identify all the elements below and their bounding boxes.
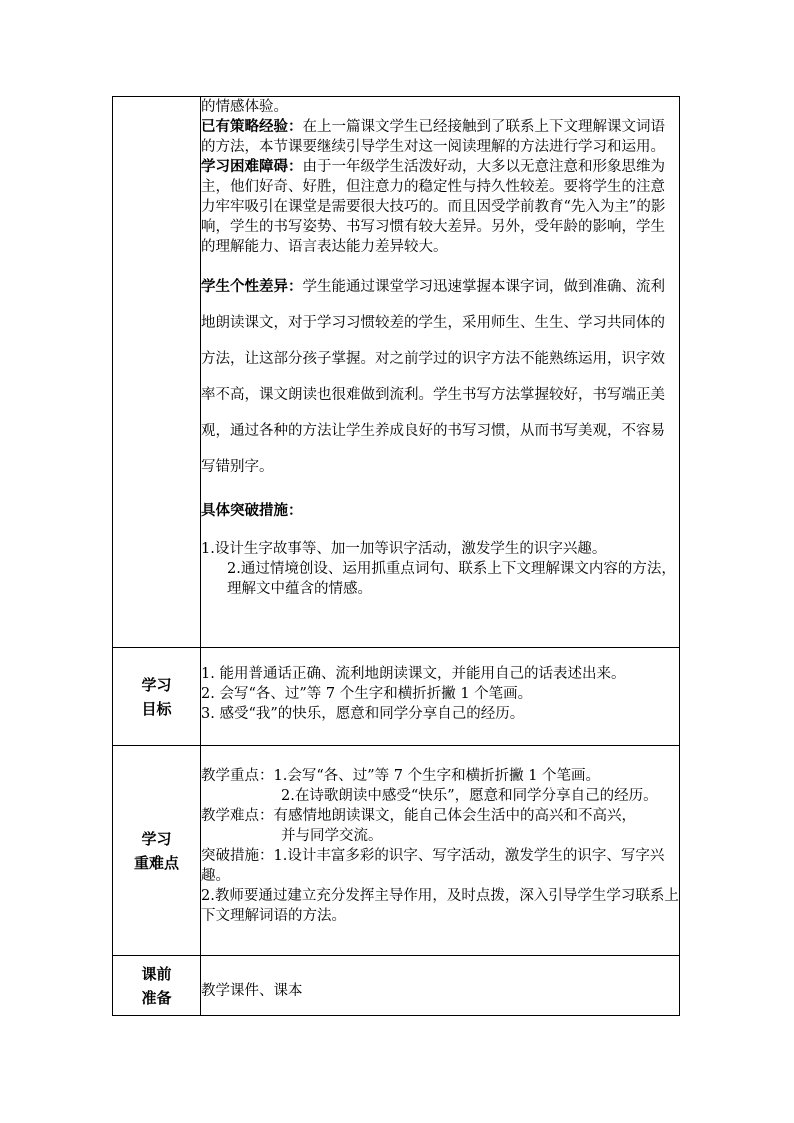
- goal-item-2: 2. 会写“各、过”等 7 个生字和横折折撇 1 个笔画。: [201, 686, 533, 702]
- difficulty-1: 有感情地朗读课文，能自己体会生活中的高兴和不高兴，: [273, 808, 636, 824]
- key-point-1: 1.会写“各、过”等 7 个生字和横折折撇 1 个笔画。: [273, 768, 601, 784]
- breakthrough-1: 1.设计丰富多彩的识字、写字活动，激发学生的识字、写字兴趣。: [201, 848, 665, 884]
- breakthrough-2: 2.教师要通过建立充分发挥主导作用，及时点拨，深入引导学生学习联系上下文理解词语的方法。: [201, 888, 679, 924]
- difficulty-2: 并与同学交流。: [281, 828, 383, 844]
- keypoints-label-cell: [113, 746, 201, 956]
- obstacle-text: 由于一年级学生活泼好动，大多以无意注意和形象思维为主，他们好奇、好胜，但注意力的稳定性与持久性较差。要将学生的注意力牢牢吸引在课堂是需要很大技巧的。而且因受学前教育“先入为主”的影响，学生的书写姿势、书写习惯有较大差异。另外，受年龄的影响，学生的理解能力、语言表达能力差异较大。: [201, 159, 666, 255]
- preparation-label-line1: 课前: [141, 964, 172, 983]
- keypoints-label-line2: 重难点: [133, 853, 179, 872]
- preparation-label-line2: 准备: [141, 988, 172, 1007]
- learner-analysis-cell: [201, 97, 680, 648]
- goal-item-3: 3. 感受“我”的快乐，愿意和同学分享自己的经历。: [201, 706, 525, 722]
- preparation-content-cell: [201, 956, 680, 1016]
- key-label: 教学重点：: [201, 768, 274, 784]
- keypoints-label-line1: 学习: [141, 829, 172, 848]
- row-learner-analysis: [113, 97, 680, 648]
- goals-label-cell: [113, 648, 201, 746]
- obstacle-paragraph: [201, 157, 679, 257]
- preparation-label-cell: [113, 956, 201, 1016]
- row-preparation: [113, 956, 680, 1016]
- obstacle-label: 学习困难障碍：: [201, 158, 303, 175]
- label-cell-empty: [113, 97, 201, 648]
- difference-label: 学生个性差异：: [201, 278, 303, 295]
- difference-paragraph: [201, 269, 679, 485]
- row-key-difficult-points: [113, 746, 680, 956]
- row-learning-goals: [113, 648, 680, 746]
- key-point-2: 2.在诗歌朗读中感受“快乐”，愿意和同学分享自己的经历。: [281, 788, 658, 804]
- preparation-content: 教学课件、课本: [201, 982, 303, 999]
- measure-2: 2.通过情境创设、运用抓重点词句、联系上下文理解课文内容的方法，理解文中蕴含的情感。: [227, 561, 676, 597]
- keypoints-content-cell: [201, 746, 680, 956]
- goals-content-cell: [201, 648, 680, 746]
- breakthrough-line-1: [201, 846, 679, 886]
- strategy-text: 在上一篇课文学生已经接触到了联系上下文理解课文词语的方法，本节课要继续引导学生对这一阅读理解的方法进行学习和运用。: [201, 119, 665, 155]
- emotion-line: 的情感体验。: [201, 99, 288, 115]
- key-point-line-1: [201, 766, 679, 786]
- breakthrough-label: 突破措施：: [201, 848, 274, 864]
- lesson-plan-table: [112, 96, 680, 1016]
- difficulty-label: 教学难点：: [201, 808, 274, 824]
- measure-1: 1.设计生字故事等、加一加等识字活动，激发学生的识字兴趣。: [201, 541, 607, 557]
- strategy-paragraph: [201, 117, 679, 157]
- difficulty-line-1: [201, 806, 679, 826]
- goals-label-line2: 目标: [141, 699, 172, 718]
- measures-label: 具体突破措施：: [201, 502, 303, 519]
- goals-label-line1: 学习: [141, 675, 172, 694]
- strategy-label: 已有策略经验：: [201, 118, 303, 135]
- goal-item-1: 1. 能用普通话正确、流利地朗读课文，并能用自己的话表述出来。: [201, 666, 626, 682]
- difference-text: 学生能通过课堂学习迅速掌握本课字词，做到准确、流利地朗读课文，对于学习习惯较差的学生，采用师生、生生、学习共同体的方法，让这部分孩子掌握。对之前学过的识字方法不能熟练运用，识字效率不高，课文朗读也很难做到流利。学生书写方法掌握较好，书写端正美观，通过各种的方法让学生养成良好的书写习惯，从而书写美观，不容易写错别字。: [201, 279, 665, 475]
